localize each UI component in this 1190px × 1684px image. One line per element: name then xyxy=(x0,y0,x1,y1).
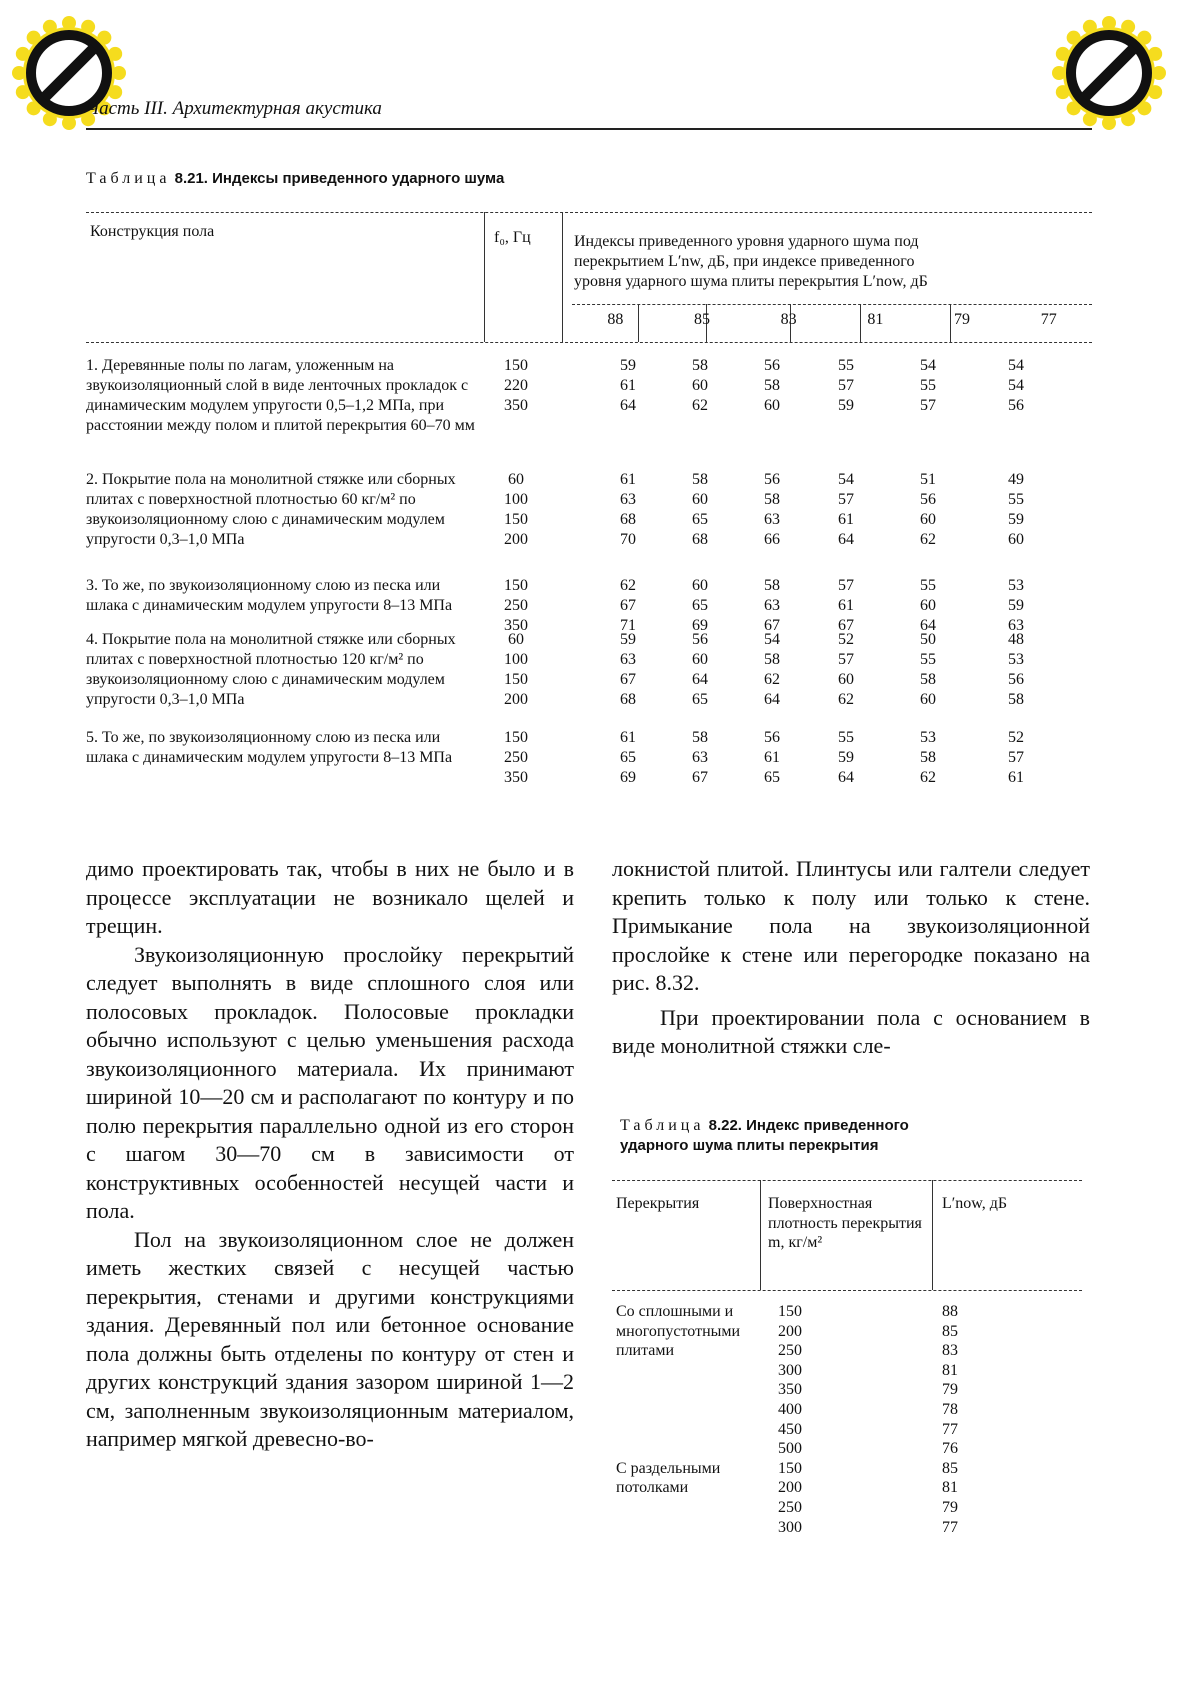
body-column-left xyxy=(86,855,574,1454)
table-cell: 79 xyxy=(942,1381,958,1399)
table-cell: 56 xyxy=(1008,397,1024,414)
table-cell: 57 xyxy=(838,377,854,394)
table-cell: 56 xyxy=(764,471,780,488)
table-cell: 300 xyxy=(778,1518,802,1536)
table-cell: 79 xyxy=(942,1498,958,1516)
table-cell: 350 xyxy=(504,617,528,634)
table-821-caption xyxy=(86,170,504,188)
table-cell: 59 xyxy=(1008,511,1024,528)
table-cell: 58 xyxy=(764,651,780,668)
value-column-c85 xyxy=(670,356,730,416)
subheader-row xyxy=(572,310,1092,330)
value-column-f0 xyxy=(486,576,546,636)
table-cell: 88 xyxy=(942,1303,958,1320)
no-entry-icon xyxy=(1048,12,1170,134)
table-cell: 60 xyxy=(508,471,524,488)
value-column-c77 xyxy=(986,470,1046,550)
table-cell: 55 xyxy=(920,651,936,668)
no-entry-badge-right xyxy=(1048,12,1170,134)
table-cell: 100 xyxy=(504,651,528,668)
header-construction: Конструкция пола xyxy=(90,223,215,240)
table-cell: 62 xyxy=(920,531,936,548)
row-type: Со сплошными и многопустотными плитами xyxy=(616,1303,741,1360)
table-cell: 65 xyxy=(692,691,708,708)
table-cell: 60 xyxy=(692,377,708,394)
value-column-c88 xyxy=(598,630,658,710)
value-column-c85 xyxy=(670,630,730,710)
table-cell: 53 xyxy=(920,729,936,746)
table-cell: 63 xyxy=(1008,617,1024,634)
table-rule xyxy=(612,1180,1082,1181)
table-cell: 61 xyxy=(620,729,636,746)
table-cell: 200 xyxy=(778,1322,802,1340)
table-cell: 57 xyxy=(838,491,854,508)
table-cell: 63 xyxy=(620,651,636,668)
table-cell: 220 xyxy=(504,377,528,394)
table-title: ударного шума плиты перекрытия xyxy=(620,1137,879,1154)
subheader-cell: 79 xyxy=(954,311,971,328)
table-cell: 100 xyxy=(504,491,528,508)
table-822-caption xyxy=(620,1116,1080,1156)
table-cell: 55 xyxy=(920,577,936,594)
table-cell: 150 xyxy=(778,1303,802,1320)
table-cell: 60 xyxy=(920,511,936,528)
header-lnow: L′now, дБ xyxy=(942,1195,1008,1212)
table-cell: 67 xyxy=(692,769,708,786)
row-description: 3. То же, по звукоизоляционному слою из песка или шлака с динамическим модулем упругости 8–13 МПа xyxy=(86,577,453,614)
table-cell: 62 xyxy=(692,397,708,414)
table-cell: 150 xyxy=(504,577,528,594)
table-cell: 81 xyxy=(942,1361,958,1379)
paragraph: При проектировании пола с основанием в виде монолитной стяжки сле- xyxy=(612,1004,1090,1058)
paragraph: Звукоизоляционную прослойку перекрытий следует выполнять в виде сплошного слоя или полосовых прокладок. Полосовые прокладки обычно используют с целью уменьшения расхода звукоизоляционного материала. Их принимают шириной 10—20 см и располагают по контуру и по полю перекрытия параллельно одной из его сторон с шагом 30—70 см в зависимости от конструктивных особенностей несущей части и пола. xyxy=(86,941,574,1223)
table-cell: 58 xyxy=(692,729,708,746)
value-column-c79 xyxy=(898,470,958,550)
value-column-f0 xyxy=(486,630,546,710)
table-cell: 200 xyxy=(504,691,528,708)
table-cell: 56 xyxy=(764,357,780,374)
table-cell: 60 xyxy=(920,597,936,614)
table-cell: 200 xyxy=(778,1479,802,1497)
value-column-c77 xyxy=(986,356,1046,416)
table-cell: 58 xyxy=(764,577,780,594)
table-cell: 64 xyxy=(838,531,854,548)
table-cell: 150 xyxy=(504,671,528,688)
table-cell: 52 xyxy=(838,631,854,648)
subheader-cell: 85 xyxy=(694,311,710,328)
table-822 xyxy=(612,1180,1082,1550)
table-cell: 67 xyxy=(764,617,780,634)
table-cell: 350 xyxy=(504,397,528,414)
table-cell: 66 xyxy=(764,531,780,548)
table-cell: 150 xyxy=(504,511,528,528)
table-cell: 56 xyxy=(1008,671,1024,688)
table-cell: 57 xyxy=(838,577,854,594)
value-column-density xyxy=(778,1459,858,1537)
table-cell: 70 xyxy=(620,531,636,548)
table-cell: 60 xyxy=(1008,531,1024,548)
value-column-c81 xyxy=(816,728,876,788)
value-column-lnow xyxy=(942,1459,1002,1537)
table-821 xyxy=(86,208,1092,810)
table-cell: 150 xyxy=(504,729,528,746)
value-column-c79 xyxy=(898,630,958,710)
subheader-cell: 83 xyxy=(780,311,797,328)
value-column-c88 xyxy=(598,356,658,416)
table-cell: 60 xyxy=(838,671,854,688)
column-divider xyxy=(484,212,485,342)
value-column-c83 xyxy=(742,470,802,550)
table-cell: 56 xyxy=(764,729,780,746)
value-column-c79 xyxy=(898,356,958,416)
value-column-c79 xyxy=(898,576,958,636)
table-cell: 54 xyxy=(838,471,854,488)
column-divider xyxy=(562,212,563,342)
table-cell: 68 xyxy=(620,511,636,528)
paragraph: локнистой плитой. Плинтусы или галтели следует крепить только к полу или только к стене. Примыкание пола на звукоизоляционной прослойке к стене или перегородке показано на рис. 8.32. xyxy=(612,856,1090,995)
table-cell: 61 xyxy=(838,511,854,528)
subheader-cell: 81 xyxy=(867,311,884,328)
value-column-c77 xyxy=(986,728,1046,788)
table-cell: 55 xyxy=(1008,491,1024,508)
value-column-c83 xyxy=(742,356,802,416)
row-description: 1. Деревянные полы по лагам, уложенным на звукоизоляционный слой в виде ленточных прокладок с динамическим модулем упругости 0,5–1,2 МПа, при расстоянии между полом и плитой перекрытия 60–70 мм xyxy=(86,357,475,434)
table-title: 8.21. Индексы приведенного ударного шума xyxy=(170,170,505,187)
value-column-c83 xyxy=(742,728,802,788)
table-cell: 65 xyxy=(692,511,708,528)
table-cell: 62 xyxy=(838,691,854,708)
column-divider xyxy=(932,1180,933,1290)
value-column-c88 xyxy=(598,576,658,636)
table-cell: 81 xyxy=(942,1479,958,1497)
table-cell: 61 xyxy=(620,471,636,488)
table-cell: 69 xyxy=(620,769,636,786)
table-cell: 56 xyxy=(920,491,936,508)
table-rule xyxy=(86,342,1092,343)
table-title: 8.22. Индекс приведенного xyxy=(704,1117,909,1134)
table-cell: 78 xyxy=(942,1400,958,1418)
table-cell: 63 xyxy=(764,597,780,614)
table-label: Таблица xyxy=(620,1117,705,1134)
table-cell: 63 xyxy=(620,491,636,508)
table-cell: 76 xyxy=(942,1440,958,1458)
table-cell: 53 xyxy=(1008,651,1024,668)
table-cell: 60 xyxy=(920,691,936,708)
value-column-f0 xyxy=(486,470,546,550)
table-cell: 55 xyxy=(838,729,854,746)
value-column-c81 xyxy=(816,630,876,710)
row-description: 5. То же, по звукоизоляционному слою из песка или шлака с динамическим модулем упругости 8–13 МПа xyxy=(86,729,453,766)
table-cell: 250 xyxy=(778,1342,802,1360)
table-cell: 59 xyxy=(620,631,636,648)
value-column-c83 xyxy=(742,576,802,636)
subheader-cell: 88 xyxy=(607,311,624,328)
table-cell: 250 xyxy=(504,749,528,766)
table-cell: 64 xyxy=(692,671,708,688)
value-column-f0 xyxy=(486,356,546,416)
table-cell: 58 xyxy=(764,491,780,508)
table-cell: 200 xyxy=(504,531,528,548)
table-cell: 58 xyxy=(1008,691,1024,708)
running-title: Часть III. Архитектурная акустика xyxy=(86,98,382,119)
table-cell: 67 xyxy=(838,617,854,634)
value-column-c81 xyxy=(816,576,876,636)
paragraph: димо проектировать так, чтобы в них не было и в процессе эксплуатации не возникало щелей и трещин. xyxy=(86,856,574,938)
table-cell: 57 xyxy=(838,651,854,668)
value-column-f0 xyxy=(486,728,546,788)
table-cell: 450 xyxy=(778,1420,802,1438)
value-column-c88 xyxy=(598,470,658,550)
table-cell: 85 xyxy=(942,1459,958,1477)
table-cell: 54 xyxy=(920,357,936,374)
table-cell: 52 xyxy=(1008,729,1024,746)
table-cell: 77 xyxy=(942,1518,958,1536)
table-cell: 51 xyxy=(920,471,936,488)
table-cell: 65 xyxy=(692,597,708,614)
value-column-c85 xyxy=(670,728,730,788)
row-type: С раздельными потолками xyxy=(616,1459,721,1497)
table-cell: 49 xyxy=(1008,471,1024,488)
table-cell: 250 xyxy=(778,1498,802,1516)
table-cell: 59 xyxy=(838,397,854,414)
table-cell: 60 xyxy=(692,577,708,594)
table-cell: 68 xyxy=(692,531,708,548)
table-cell: 50 xyxy=(920,631,936,648)
table-cell: 58 xyxy=(920,671,936,688)
header-density: Поверхностная плотность перекрытия m, кг/м² xyxy=(768,1195,922,1252)
table-cell: 57 xyxy=(1008,749,1024,766)
table-cell: 150 xyxy=(504,357,528,374)
value-column-c77 xyxy=(986,630,1046,710)
table-cell: 64 xyxy=(838,769,854,786)
table-cell: 68 xyxy=(620,691,636,708)
table-cell: 65 xyxy=(764,769,780,786)
table-cell: 350 xyxy=(778,1381,802,1399)
table-cell: 59 xyxy=(1008,597,1024,614)
table-cell: 64 xyxy=(764,691,780,708)
table-rule xyxy=(86,212,1092,213)
row-description: 2. Покрытие пола на монолитной стяжке или сборных плитах с поверхностной плотностью 60 кг/м² по звукоизоляционному слою с динамическим модулем упругости 0,3–1,0 МПа xyxy=(86,471,456,548)
table-cell: 59 xyxy=(838,749,854,766)
column-divider xyxy=(760,1180,761,1290)
value-column-c88 xyxy=(598,728,658,788)
table-cell: 60 xyxy=(692,491,708,508)
table-cell: 55 xyxy=(838,357,854,374)
value-column-c81 xyxy=(816,356,876,416)
subheader-cell: 77 xyxy=(1040,311,1057,328)
table-rule xyxy=(612,1290,1082,1291)
header-f0: f₀, Гц xyxy=(494,229,531,246)
table-cell: 150 xyxy=(778,1459,802,1477)
table-cell: 62 xyxy=(764,671,780,688)
table-cell: 54 xyxy=(1008,377,1024,394)
table-cell: 61 xyxy=(838,597,854,614)
table-cell: 350 xyxy=(504,769,528,786)
table-cell: 61 xyxy=(620,377,636,394)
table-rule xyxy=(572,304,1092,305)
table-cell: 60 xyxy=(764,397,780,414)
table-cell: 48 xyxy=(1008,631,1024,648)
table-cell: 67 xyxy=(620,671,636,688)
value-column-density xyxy=(778,1302,858,1459)
table-cell: 53 xyxy=(1008,577,1024,594)
table-cell: 63 xyxy=(764,511,780,528)
table-cell: 58 xyxy=(920,749,936,766)
table-cell: 62 xyxy=(920,769,936,786)
value-column-c85 xyxy=(670,576,730,636)
table-cell: 58 xyxy=(692,357,708,374)
table-cell: 77 xyxy=(942,1420,958,1438)
header-rule xyxy=(86,128,1092,130)
value-column-c85 xyxy=(670,470,730,550)
table-cell: 400 xyxy=(778,1400,802,1418)
table-cell: 61 xyxy=(1008,769,1024,786)
table-cell: 63 xyxy=(692,749,708,766)
table-cell: 67 xyxy=(620,597,636,614)
table-cell: 58 xyxy=(764,377,780,394)
table-cell: 57 xyxy=(920,397,936,414)
value-column-c81 xyxy=(816,470,876,550)
table-cell: 62 xyxy=(620,577,636,594)
table-cell: 85 xyxy=(942,1322,958,1340)
table-cell: 61 xyxy=(764,749,780,766)
table-cell: 60 xyxy=(692,651,708,668)
table-cell: 56 xyxy=(692,631,708,648)
table-cell: 59 xyxy=(620,357,636,374)
header-index: Индексы приведенного уровня ударного шума под перекрытием L′nw, дБ, при индексе приведенного уровня ударного шума плиты перекрытия L′now, дБ xyxy=(574,233,928,290)
table-cell: 500 xyxy=(778,1440,802,1458)
value-column-c77 xyxy=(986,576,1046,636)
table-cell: 55 xyxy=(920,377,936,394)
row-description: 4. Покрытие пола на монолитной стяжке или сборных плитах с поверхностной плотностью 120 кг/м² по звукоизоляционному слою с динамическим модулем упругости 0,3–1,0 МПа xyxy=(86,631,456,708)
table-cell: 300 xyxy=(778,1361,802,1379)
table-cell: 83 xyxy=(942,1342,958,1360)
table-cell: 64 xyxy=(620,397,636,414)
value-column-c79 xyxy=(898,728,958,788)
table-cell: 71 xyxy=(620,617,636,634)
table-cell: 58 xyxy=(692,471,708,488)
table-cell: 54 xyxy=(1008,357,1024,374)
table-label: Таблица xyxy=(86,170,171,187)
table-cell: 60 xyxy=(508,631,524,648)
table-cell: 250 xyxy=(504,597,528,614)
value-column-lnow xyxy=(942,1302,1002,1459)
table-cell: 69 xyxy=(692,617,708,634)
table-cell: 64 xyxy=(920,617,936,634)
table-cell: 65 xyxy=(620,749,636,766)
table-cell: 54 xyxy=(764,631,780,648)
header-type: Перекрытия xyxy=(616,1195,700,1212)
body-column-right xyxy=(612,855,1090,1061)
value-column-c83 xyxy=(742,630,802,710)
paragraph: Пол на звукоизоляционном слое не должен иметь жестких связей с несущей частью перекрытия, стенами и другими конструкциями здания. Деревянный пол или бетонное основание пола должны быть отделены по контуру от стен и других конструкций здания зазором шириной 1—2 см, заполненным звукоизоляционным материалом, например мягкой древесно-во- xyxy=(86,1226,574,1451)
